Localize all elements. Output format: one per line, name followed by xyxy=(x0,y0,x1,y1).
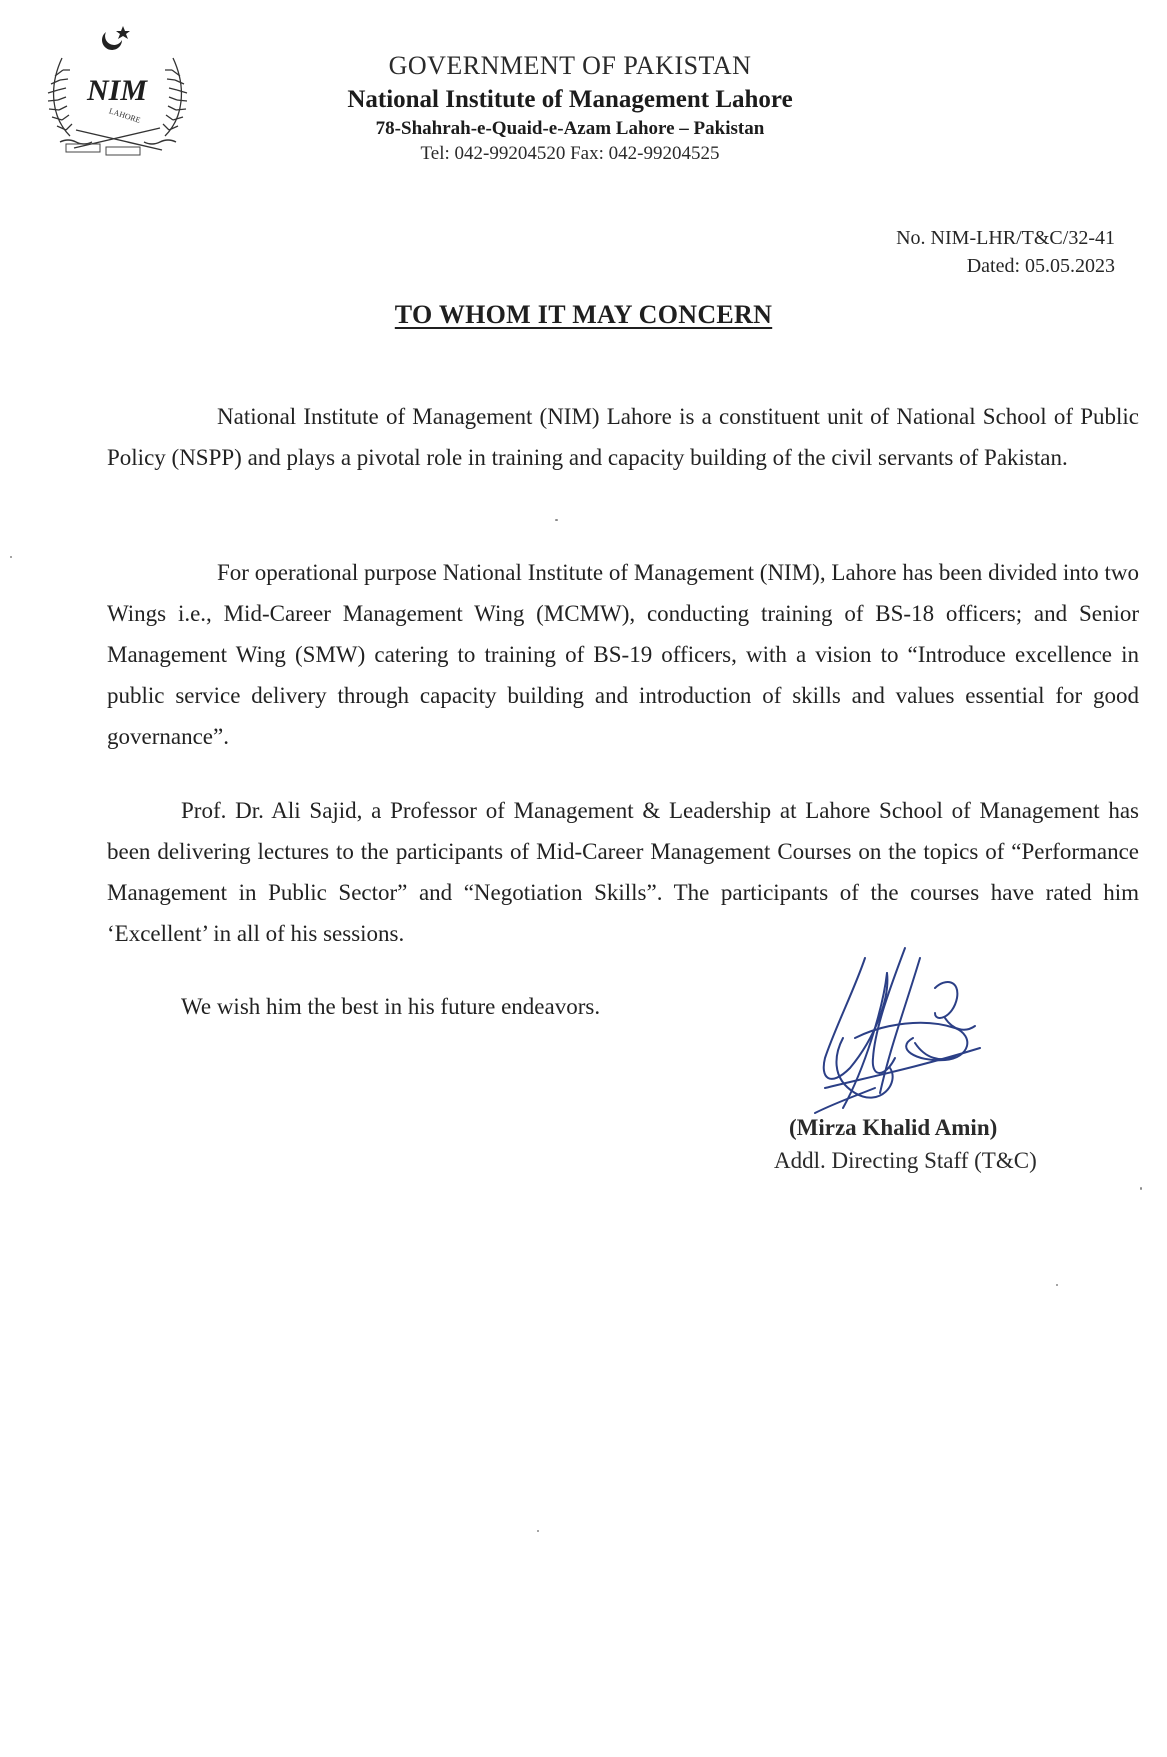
crescent-star-icon xyxy=(102,26,130,50)
scan-speck xyxy=(537,1530,539,1532)
body-paragraph-4: We wish him the best in his future endeavors. xyxy=(181,994,601,1019)
signatory-designation: Addl. Directing Staff (T&C) xyxy=(774,1148,1037,1173)
scan-speck xyxy=(10,556,12,558)
logo-monogram: NIM xyxy=(86,74,148,107)
government-heading: GOVERNMENT OF PAKISTAN xyxy=(388,51,752,80)
scan-speck xyxy=(1140,1187,1142,1190)
handwritten-signature xyxy=(795,918,1035,1138)
body-paragraph-3: Prof. Dr. Ali Sajid, a Professor of Management & Leadership at Lahore School of Management has been delivering lectures to the participants of Mid-Career Management Courses on the topics of “Performance Management in Public Sector” and “Negotiation Skills”. The participants of the courses have rated him ‘Excellent’ in all of his sessions. xyxy=(107,798,1139,946)
reference-block xyxy=(896,224,1115,280)
institute-address: 78-Shahrah-e-Quaid-e-Azam Lahore – Pakistan xyxy=(375,118,765,139)
reference-date: Dated: 05.05.2023 xyxy=(966,255,1115,277)
letterhead xyxy=(290,50,850,166)
institute-contact: Tel: 042-99204520 Fax: 042-99204525 xyxy=(420,143,720,164)
letter-title: TO WHOM IT MAY CONCERN xyxy=(394,300,773,329)
reference-number: No. NIM-LHR/T&C/32-41 xyxy=(896,227,1115,249)
nim-logo-emblem xyxy=(40,18,195,166)
body-paragraph-2: For operational purpose National Institute of Management (NIM), Lahore has been divided into two Wings i.e., Mid-Career Management Wing (MCMW), conducting training of BS-18 officers; and Senior Management Wing (SMW) catering to training of BS-19 officers, with a vision to “Introduce excellence in public service delivery through capacity building and introduction of skills and values essential for good governance”. xyxy=(107,560,1139,749)
wreath-right-icon xyxy=(163,58,187,136)
wreath-left-icon xyxy=(48,58,72,136)
scan-speck xyxy=(555,519,558,521)
institute-name: National Institute of Management Lahore xyxy=(347,86,793,113)
signatory-name: (Mirza Khalid Amin) xyxy=(789,1115,998,1140)
scan-speck xyxy=(1056,1284,1058,1286)
body-paragraph-1: National Institute of Management (NIM) Lahore is a constituent unit of National School of Public Policy (NSPP) and plays a pivotal role in training and capacity building of the civil servants of Pakistan. xyxy=(107,404,1139,470)
logo-subtext: LAHORE xyxy=(107,106,142,125)
